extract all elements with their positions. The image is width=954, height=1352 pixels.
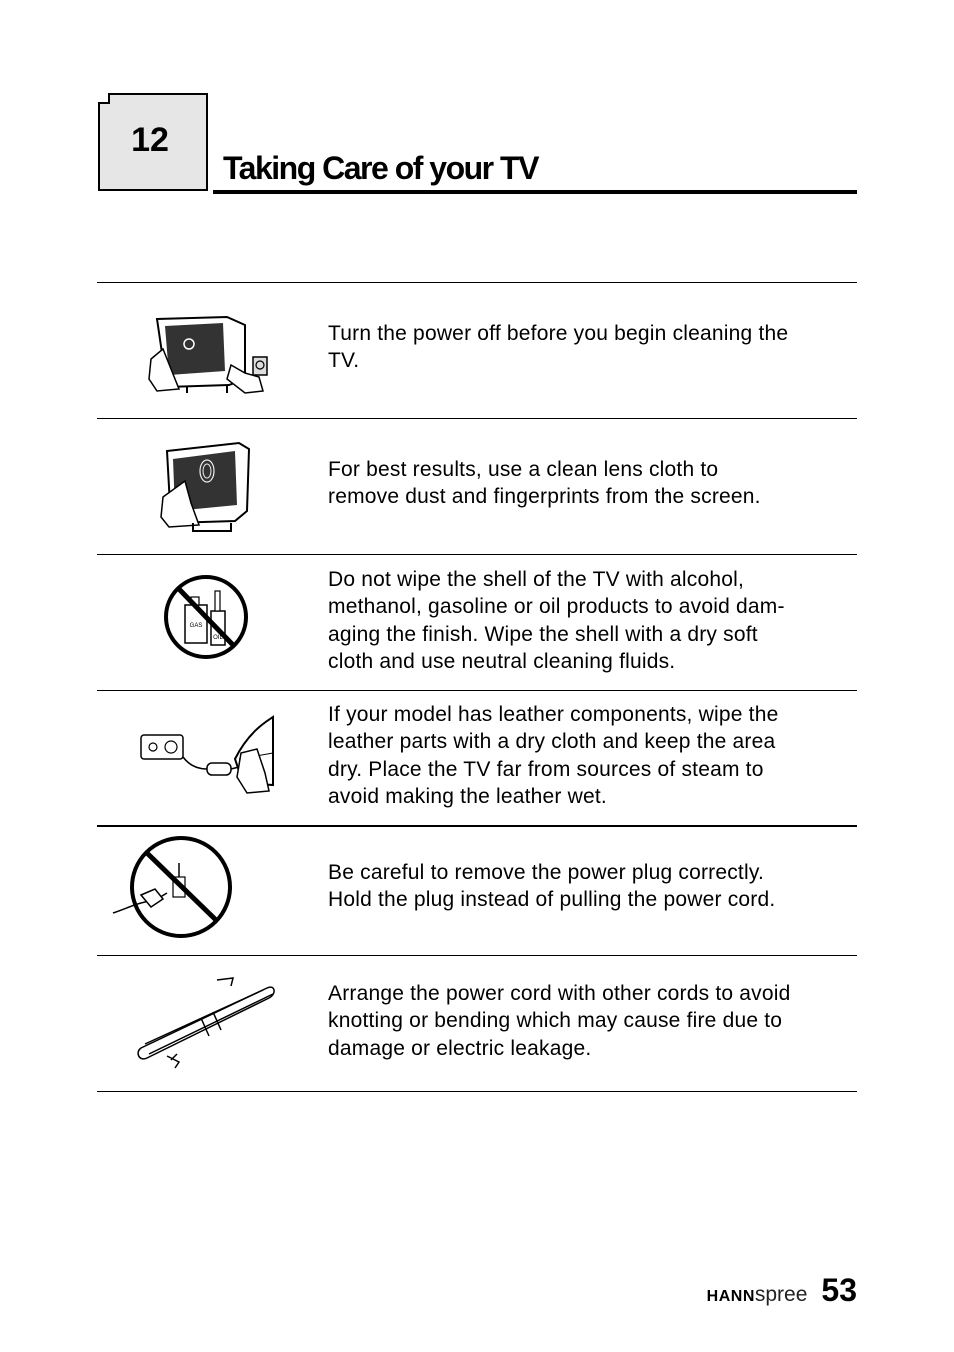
oil-label: OIL [213,635,223,641]
title-underline [213,190,857,194]
page-title: Taking Care of your TV [223,150,538,186]
tip-text: Be careful to remove the power plug correctly. Hold the plug instead of pulling the power cord. [328,861,776,912]
no-chemicals-icon [127,573,287,668]
care-tip-power-cord [97,956,857,1091]
page-footer [707,1272,857,1309]
tip-text: Turn the power off before you begin cleaning the TV. [328,322,789,373]
tip-text: Do not wipe the shell of the TV with alcohol, methanol, gasoline or oil products to avoid dam- aging the finish. Wipe the shell with a dry soft cloth and use neutral cleaning fluids. [328,568,785,673]
power-cord-icon [127,974,287,1074]
gas-label: GAS [189,623,203,629]
tv-power-off-icon [127,299,287,399]
tv-screen-cloth-icon [127,439,287,539]
care-tip-clean-screen [97,419,857,554]
tip-text: If your model has leather components, wipe the leather parts with a dry cloth and keep the area dry. Place the TV far from sources of steam to avoid making the leather wet. [328,703,779,808]
page-number: 53 [821,1272,857,1308]
tip-text: Arrange the power cord with other cords to avoid knotting or bending which may cause fire due to damage or electric leakage. [328,982,791,1060]
tip-text: For best results, use a clean lens cloth to remove dust and fingerprints from the screen. [328,458,761,509]
leather-cloth-steam-icon [127,713,287,803]
care-tip-leather [97,691,857,825]
chapter-number: 12 [131,121,169,159]
care-tip-power-off [97,283,857,418]
brand-logo-spree: spree [754,1283,808,1306]
care-tip-no-chemicals [97,555,857,690]
no-pull-cord-icon [111,833,271,948]
divider [97,1091,857,1092]
chapter-tab [98,93,208,191]
brand-logo-hann: HANN [706,1288,755,1305]
care-tip-power-plug [97,827,857,955]
